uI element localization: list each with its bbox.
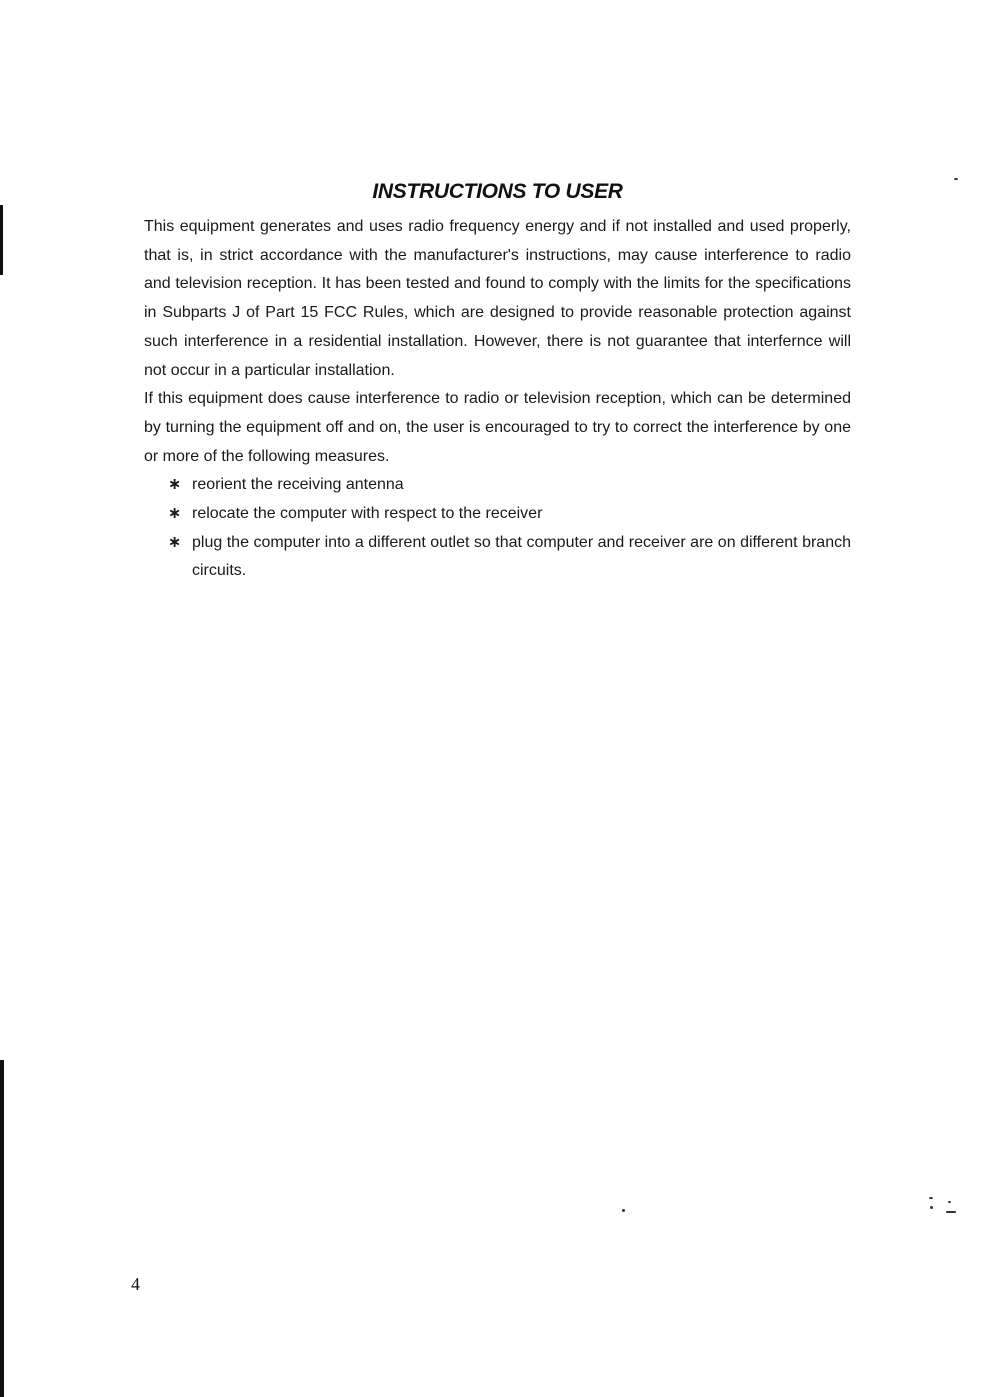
page-number: 4 [131,1274,140,1294]
measure-text: reorient the receiving antenna [192,476,404,494]
scan-speck [948,1201,951,1203]
measure-text: plug the computer into a different outlet so that computer and receiver are on different branch circuits. [192,533,851,580]
scan-speck [929,1197,933,1199]
page-title: INSTRUCTIONS TO USER [372,180,623,204]
paragraph-interference-measures: If this equipment does cause interference to radio or television reception, which can be determined by turning the equipment off and on, the user is encouraged to try to correct the interference by one or more of the following measures. [144,390,851,465]
asterisk-bullet-icon: ∗ [168,476,182,494]
scan-speck [622,1209,625,1212]
measure-text: relocate the computer with respect to the receiver [192,505,543,523]
list-item [144,500,851,529]
scan-speck [930,1206,933,1209]
scan-edge-mark [0,1060,4,1397]
list-item [144,529,851,586]
asterisk-bullet-icon: ∗ [168,505,182,523]
measures-list [144,471,851,586]
asterisk-bullet-icon: ∗ [168,533,182,551]
scan-edge-mark [0,205,3,275]
scan-speck [946,1211,956,1213]
paragraph-fcc-notice: This equipment generates and uses radio frequency energy and if not installed and used properly, that is, in strict accordance with the manufacturer's instructions, may cause interference to radio and television reception. It has been tested and found to comply with the limits for the specifications in Subparts J of Part 15 FCC Rules, which are designed to provide reasonable protection against such interference in a residential installation. However, there is not guarantee that interfernce will not occur in a particular installation. [144,218,851,379]
document-body [144,213,851,586]
list-item [144,471,851,500]
